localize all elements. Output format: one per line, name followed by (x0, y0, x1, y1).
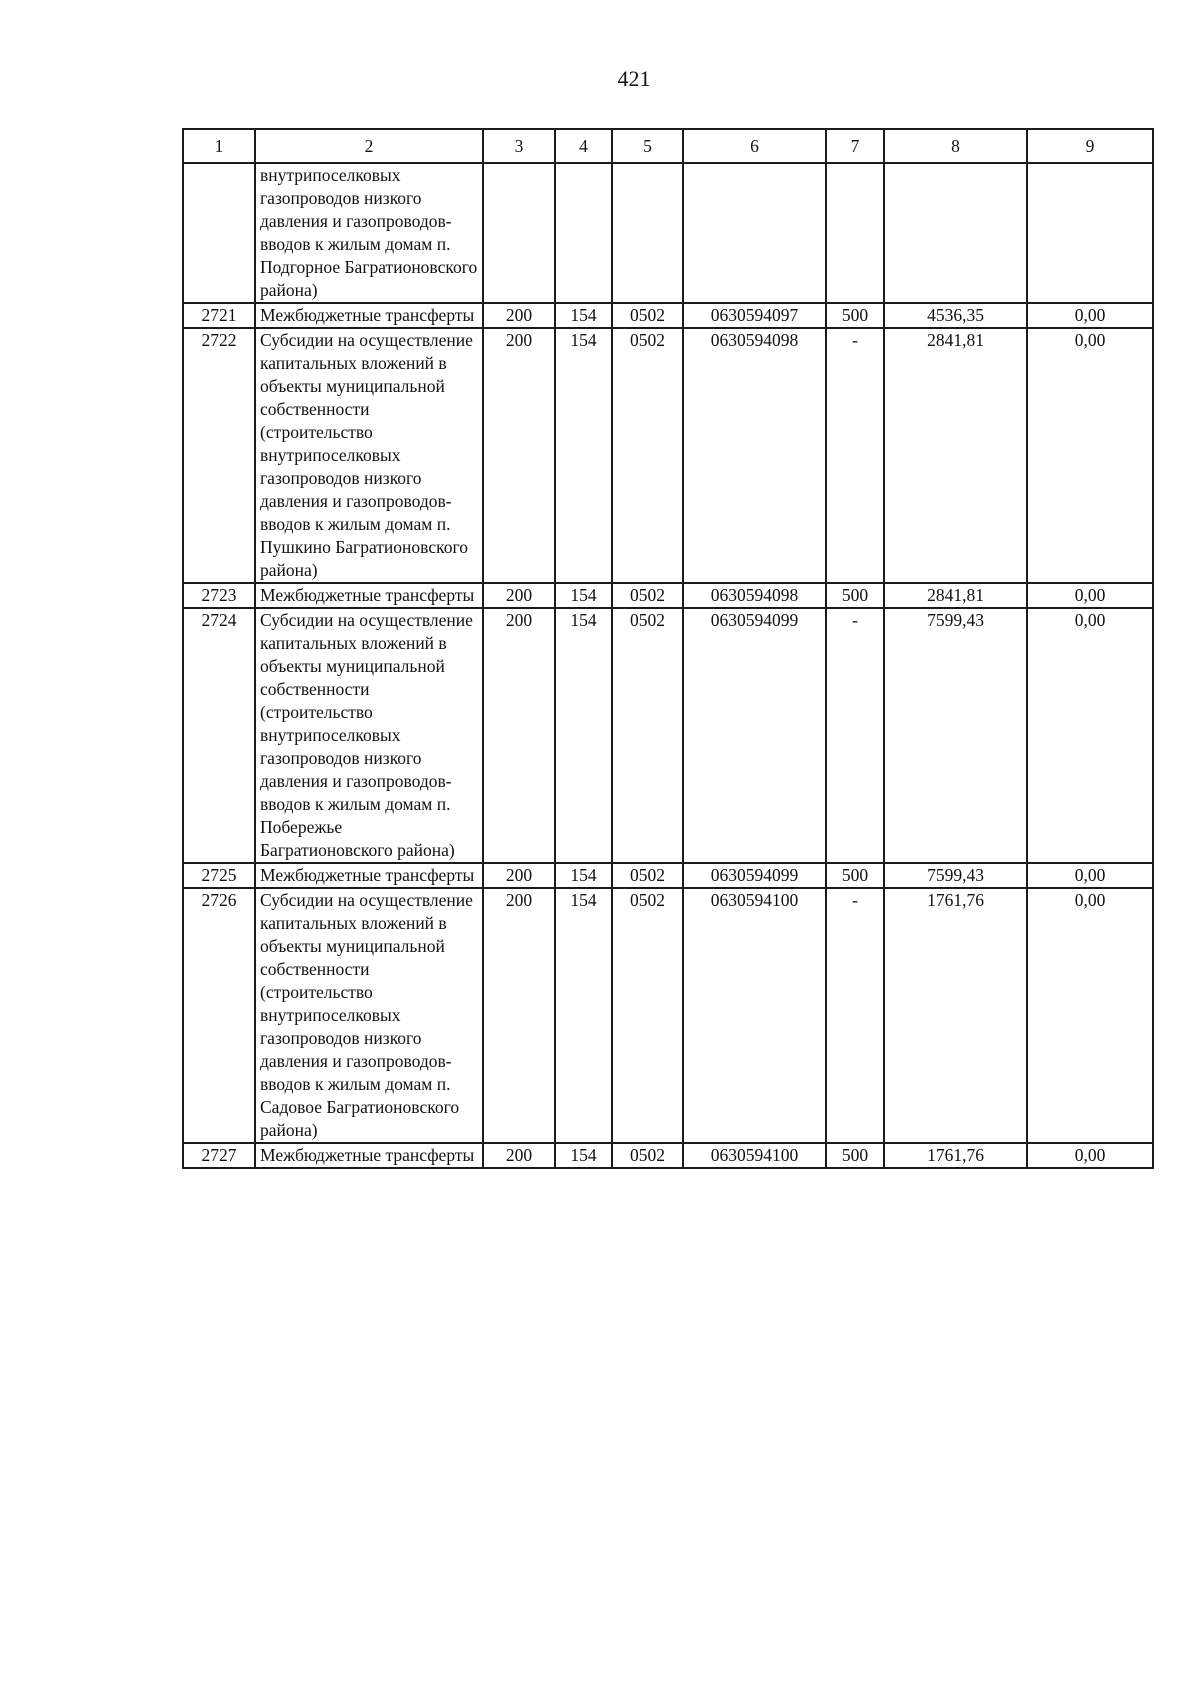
table-row (183, 1143, 1153, 1168)
cell-c6: 0630594100 (683, 888, 826, 1143)
cell-c8: 1761,76 (884, 888, 1027, 1143)
cell-c3: 200 (483, 888, 555, 1143)
cell-name: Межбюджетные трансферты (255, 863, 483, 888)
header-col-7: 7 (826, 129, 884, 163)
cell-c7: 500 (826, 583, 884, 608)
cell-c6: 0630594097 (683, 303, 826, 328)
table-row (183, 583, 1153, 608)
cell-c6: 0630594099 (683, 863, 826, 888)
header-col-9: 9 (1027, 129, 1153, 163)
cell-c9: 0,00 (1027, 863, 1153, 888)
cell-c9 (1027, 163, 1153, 303)
cell-c5: 0502 (612, 583, 683, 608)
page-number: 421 (617, 66, 651, 91)
cell-c8 (884, 163, 1027, 303)
cell-c8: 7599,43 (884, 608, 1027, 863)
cell-name: Субсидии на осуществление капитальных вложений в объекты муниципальной собственности (строительство внутрипоселковых газопроводов низкого давления и газопроводов-вводов к жилым домам п. Побережье Багратионовского района) (255, 608, 483, 863)
cell-name: Межбюджетные трансферты (255, 583, 483, 608)
header-col-3: 3 (483, 129, 555, 163)
header-row (183, 129, 1153, 163)
cell-num (183, 163, 255, 303)
table-row (183, 863, 1153, 888)
cell-c5: 0502 (612, 863, 683, 888)
cell-num: 2724 (183, 608, 255, 863)
cell-c9: 0,00 (1027, 583, 1153, 608)
cell-c9: 0,00 (1027, 608, 1153, 863)
table-row (183, 328, 1153, 583)
header-col-8: 8 (884, 129, 1027, 163)
cell-c3: 200 (483, 1143, 555, 1168)
cell-c4: 154 (555, 328, 612, 583)
cell-c8: 4536,35 (884, 303, 1027, 328)
cell-c4: 154 (555, 303, 612, 328)
cell-c3: 200 (483, 863, 555, 888)
cell-name: Субсидии на осуществление капитальных вложений в объекты муниципальной собственности (строительство внутрипоселковых газопроводов низкого давления и газопроводов-вводов к жилым домам п. Садовое Багратионовского района) (255, 888, 483, 1143)
header-col-4: 4 (555, 129, 612, 163)
cell-c5: 0502 (612, 328, 683, 583)
cell-c4: 154 (555, 583, 612, 608)
cell-num: 2727 (183, 1143, 255, 1168)
cell-c7: - (826, 888, 884, 1143)
cell-c5: 0502 (612, 1143, 683, 1168)
cell-c9: 0,00 (1027, 303, 1153, 328)
cell-c3: 200 (483, 583, 555, 608)
cell-num: 2725 (183, 863, 255, 888)
cell-c9: 0,00 (1027, 1143, 1153, 1168)
cell-c3 (483, 163, 555, 303)
cell-c7: - (826, 328, 884, 583)
cell-c7: 500 (826, 863, 884, 888)
cell-c5 (612, 163, 683, 303)
cell-c6: 0630594098 (683, 583, 826, 608)
header-col-5: 5 (612, 129, 683, 163)
cell-name: Межбюджетные трансферты (255, 303, 483, 328)
cell-name: Межбюджетные трансферты (255, 1143, 483, 1168)
cell-c3: 200 (483, 608, 555, 863)
cell-c4: 154 (555, 863, 612, 888)
cell-c6: 0630594098 (683, 328, 826, 583)
cell-num: 2722 (183, 328, 255, 583)
table-row-continuation (183, 163, 1153, 303)
cell-name: Субсидии на осуществление капитальных вложений в объекты муниципальной собственности (строительство внутрипоселковых газопроводов низкого давления и газопроводов-вводов к жилым домам п. Пушкино Багратионовского района) (255, 328, 483, 583)
cell-c6: 0630594100 (683, 1143, 826, 1168)
cell-num: 2726 (183, 888, 255, 1143)
cell-c5: 0502 (612, 303, 683, 328)
cell-c3: 200 (483, 328, 555, 583)
cell-num: 2721 (183, 303, 255, 328)
cell-c8: 1761,76 (884, 1143, 1027, 1168)
cell-c6: 0630594099 (683, 608, 826, 863)
cell-num: 2723 (183, 583, 255, 608)
table-row (183, 608, 1153, 863)
cell-name: внутрипоселковых газопроводов низкого давления и газопроводов-вводов к жилым домам п. Подгорное Багратионовского района) (255, 163, 483, 303)
cell-c4 (555, 163, 612, 303)
cell-c4: 154 (555, 1143, 612, 1168)
cell-c4: 154 (555, 888, 612, 1143)
cell-c8: 2841,81 (884, 583, 1027, 608)
header-col-1: 1 (183, 129, 255, 163)
table-row (183, 303, 1153, 328)
header-col-2: 2 (255, 129, 483, 163)
header-col-6: 6 (683, 129, 826, 163)
cell-c8: 7599,43 (884, 863, 1027, 888)
cell-c9: 0,00 (1027, 888, 1153, 1143)
cell-c8: 2841,81 (884, 328, 1027, 583)
budget-table (182, 128, 1154, 1169)
cell-c7 (826, 163, 884, 303)
cell-c5: 0502 (612, 888, 683, 1143)
cell-c6 (683, 163, 826, 303)
cell-c9: 0,00 (1027, 328, 1153, 583)
cell-c7: 500 (826, 303, 884, 328)
cell-c7: - (826, 608, 884, 863)
cell-c4: 154 (555, 608, 612, 863)
cell-c3: 200 (483, 303, 555, 328)
table-row (183, 888, 1153, 1143)
cell-c7: 500 (826, 1143, 884, 1168)
cell-c5: 0502 (612, 608, 683, 863)
